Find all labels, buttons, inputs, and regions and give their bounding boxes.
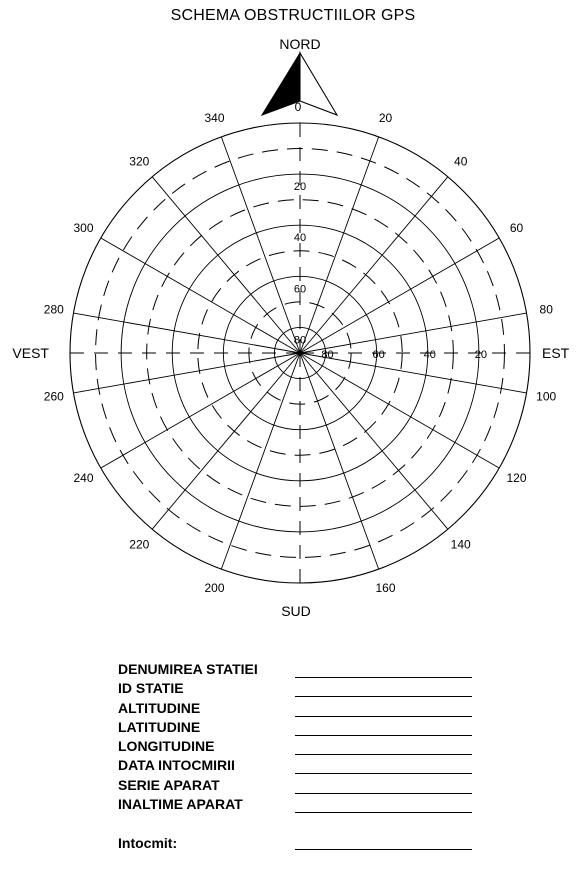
azimuth-line (300, 177, 448, 353)
form-field-label: LONGITUDINE (118, 738, 215, 755)
form-field-label: SERIE APARAT (118, 776, 220, 793)
azimuth-label: 320 (129, 154, 150, 169)
form-field-label: DATA INTOCMIRII (118, 757, 235, 774)
azimuth-label: 200 (204, 580, 225, 595)
elevation-label: 20 (293, 181, 307, 194)
form-field-row (118, 679, 538, 698)
form-field-line[interactable] (295, 773, 472, 774)
form-field-row (118, 699, 538, 718)
page-title: SCHEMA OBSTRUCTIILOR GPS (170, 7, 416, 24)
signer-row (118, 834, 538, 854)
form-field-label: DENUMIREA STATIEI (118, 661, 258, 677)
form-field-row (118, 737, 538, 756)
form-field-line[interactable] (295, 716, 472, 717)
azimuth-label: 100 (536, 389, 557, 404)
signer-label: Intocmit: (118, 835, 178, 851)
azimuth-label: 140 (450, 537, 471, 552)
form-field-row (118, 718, 538, 737)
azimuth-label: 160 (375, 580, 396, 595)
azimuth-label: 260 (43, 389, 64, 404)
azimuth-label: 80 (539, 302, 553, 317)
form-field-row (118, 795, 538, 814)
form-field-label: ALTITUDINE (118, 699, 201, 716)
azimuth-label: 120 (506, 471, 527, 485)
azimuth-label: 280 (43, 302, 64, 317)
elevation-label: 60 (293, 283, 307, 296)
form-field-line[interactable] (295, 812, 472, 813)
elevation-label: 60 (372, 349, 385, 361)
direction-east: EST (542, 345, 570, 361)
form-field-row (118, 660, 538, 679)
form-field-line[interactable] (295, 696, 472, 697)
form-field-row (118, 756, 538, 775)
form-field-line[interactable] (295, 735, 472, 736)
direction-north: NORD (279, 36, 321, 52)
azimuth-label: 60 (509, 221, 524, 235)
azimuth-line (300, 353, 448, 529)
elevation-label: 80 (293, 334, 307, 347)
azimuth-label: 340 (204, 111, 225, 126)
azimuth-label: 40 (454, 154, 468, 169)
elevation-label: 40 (423, 349, 436, 361)
direction-south: SUD (281, 603, 311, 619)
azimuth-label: 300 (73, 221, 94, 235)
direction-west: VEST (12, 345, 49, 361)
elevation-label: 80 (321, 349, 334, 361)
form-field-row (118, 776, 538, 795)
azimuth-label: 0 (294, 100, 302, 114)
azimuth-label: 220 (129, 537, 150, 552)
form-field-line[interactable] (295, 754, 472, 755)
elevation-labels (294, 181, 487, 361)
azimuth-line (221, 137, 300, 353)
elevation-label: 20 (474, 349, 488, 361)
form-field-label: LATITUDINE (118, 718, 201, 735)
station-form (118, 660, 538, 814)
elevation-label: 40 (293, 232, 307, 245)
form-field-label: ID STATIE (118, 680, 184, 697)
form-field-line[interactable] (295, 793, 472, 794)
azimuth-label: 20 (378, 111, 393, 126)
azimuth-label: 240 (73, 471, 94, 485)
form-field-line[interactable] (295, 677, 472, 678)
form-field-label: INALTIME APARAT (118, 796, 243, 813)
signer-line[interactable] (295, 849, 472, 850)
